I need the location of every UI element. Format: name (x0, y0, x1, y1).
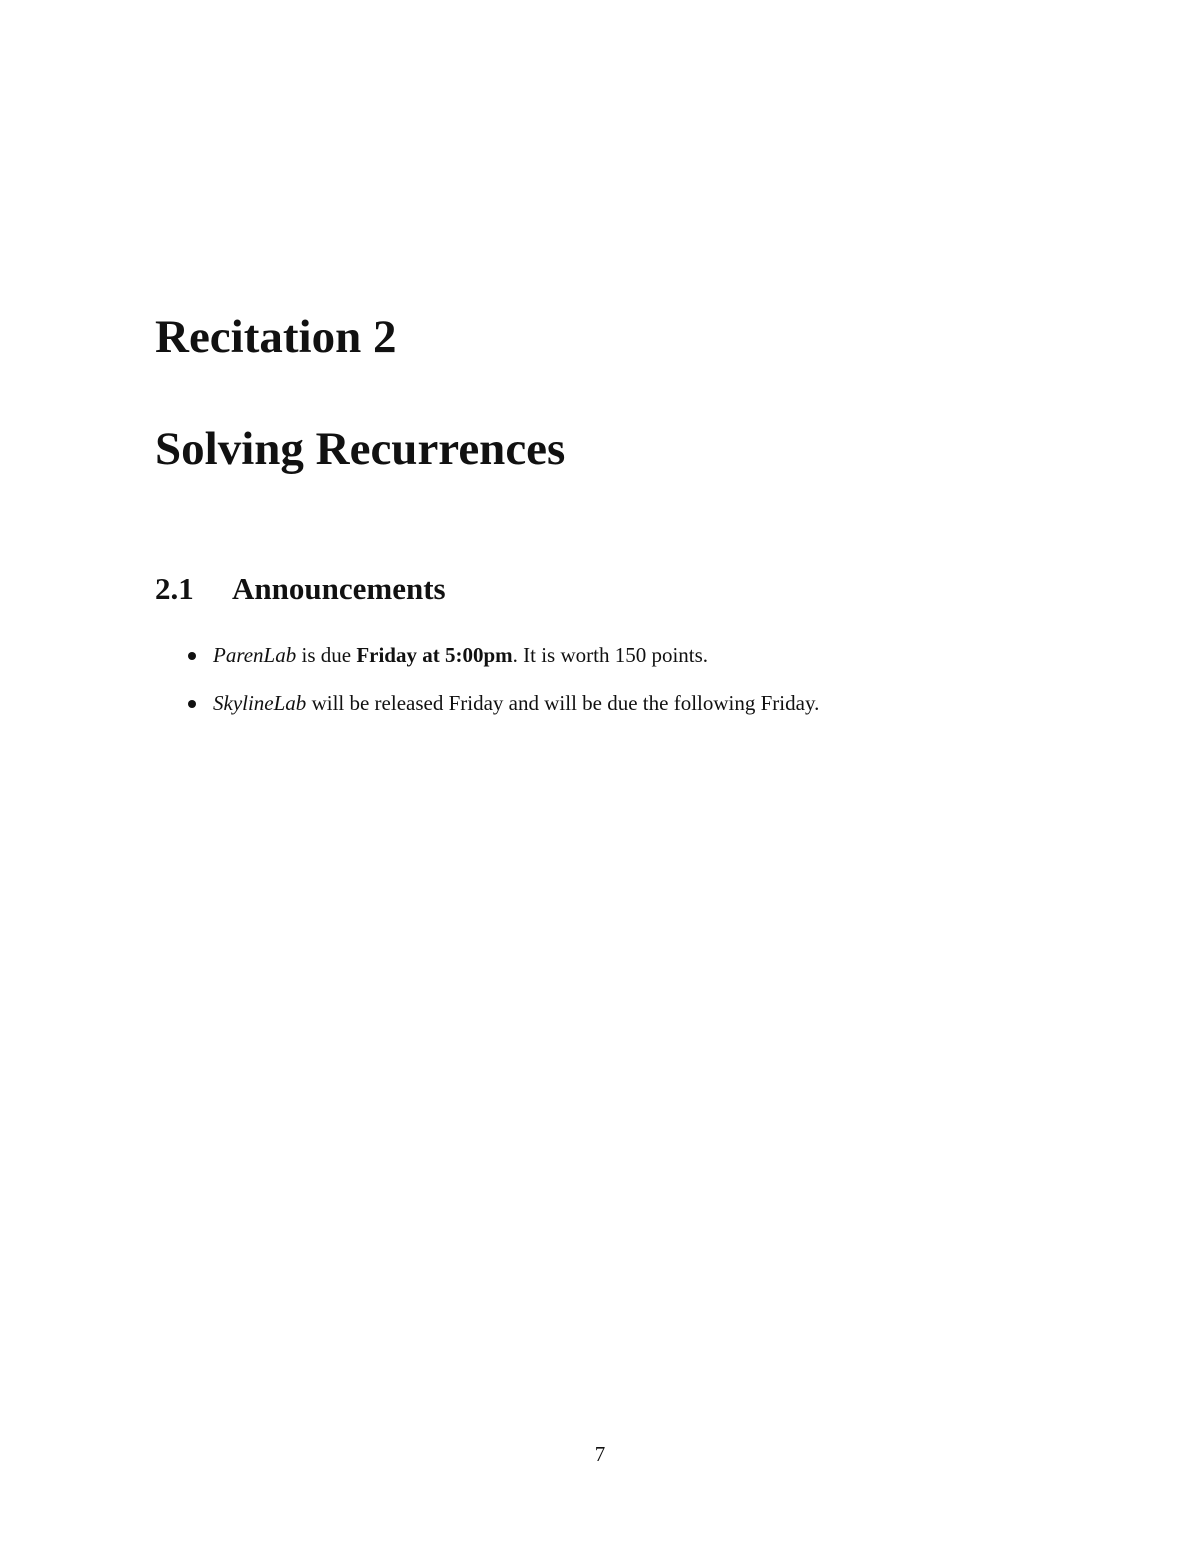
lab-name: SkylineLab (213, 691, 307, 715)
list-item (188, 688, 819, 718)
chapter-label: Recitation 2 (155, 311, 397, 363)
page-number: 7 (594, 1442, 606, 1466)
announcement-text: will be released Friday and will be due the following Friday. (306, 691, 820, 715)
section-heading (155, 570, 446, 608)
due-date: Friday at 5:00pm (356, 643, 513, 667)
announcement-list (188, 640, 819, 736)
announcement-text: is due (296, 643, 357, 667)
bullet-icon (188, 700, 196, 708)
list-item (188, 640, 819, 670)
chapter-title: Solving Recurrences (155, 423, 566, 475)
bullet-icon (188, 652, 196, 660)
lab-name: ParenLab (213, 643, 297, 667)
section-title: Announcements (232, 571, 446, 606)
section-number: 2.1 (155, 571, 194, 606)
announcement-text: . It is worth 150 points. (512, 643, 709, 667)
